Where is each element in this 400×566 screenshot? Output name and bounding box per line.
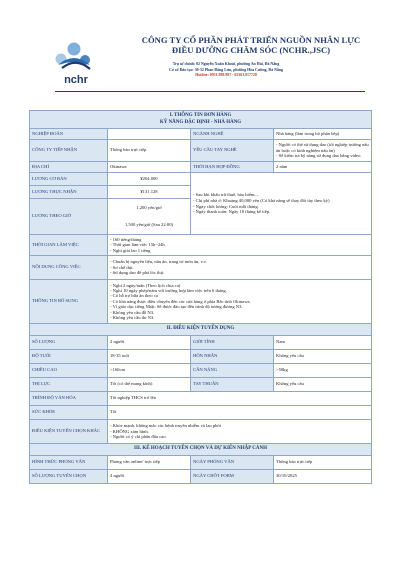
- can-nang-label: CÂN NẶNG: [191, 364, 274, 378]
- ngay-chot-value: 30/10/2025: [274, 470, 372, 484]
- company-name-line2: ĐIỀU DƯỠNG CHĂM SÓC (NCHR.,JSC): [171, 45, 331, 55]
- suc-khoe-value: Tốt: [108, 406, 372, 420]
- gioi-tinh-value: Nam: [274, 336, 372, 350]
- hq-address: Trụ sở chính: 02 Nguyễn Xuân Khoát, phường An Hải, Đà Nẵng: [172, 62, 280, 66]
- thoi-gian-value: - 160 tiếng/tháng - Thời gian làm việc 15h~24h - Nghỉ giải lao 1 tiếng: [108, 235, 372, 256]
- table-row: [30, 129, 372, 140]
- table-row: [30, 392, 372, 406]
- thoi-han-label: THỜI HẠN HỢP ĐỒNG: [191, 162, 274, 173]
- trinh-do-label: TRÌNH ĐỘ VĂN HÓA: [30, 392, 108, 406]
- trinh-do-value: Tốt nghiệp THCS trở lên: [108, 392, 372, 406]
- dieu-kien-value: - Khỏe mạnh, không mắc các bệnh truyền nhiễm và lao phổi - KHÔNG xăm hình. - Người có ý chí phấn đấu cao.: [108, 420, 372, 444]
- table-row: [30, 420, 372, 444]
- table-row: [30, 140, 372, 162]
- ngay-chot-label: NGÀY CHỐT FORM: [191, 470, 274, 484]
- yeu-cau-value: - Người có thể sử dụng dao (tốt nghiệp trường nấu ăn hoặc có kinh nghiệm nấu ăn) - Sẽ kiểm tra kỹ năng sử dụng dao bằng video.: [274, 140, 372, 162]
- hon-nhan-value: Không yêu cầu: [274, 350, 372, 364]
- luong-theo-gio-label: LƯƠNG THEO GIỜ: [30, 199, 108, 235]
- section-3-title: III. KẾ HOẠCH TUYỂN CHỌN VÀ DỰ KIẾN NHẬP CẢNH: [30, 444, 372, 456]
- tay-thuan-label: TAY THUẬN: [191, 378, 274, 392]
- gioi-tinh-label: GIỚI TÍNH: [191, 336, 274, 350]
- luong-thuc-nhan-label: LƯƠNG THỰC NHẬN: [30, 186, 108, 199]
- luong-notes: - Sau khi khấu trừ thuế, bảo hiểm,... - Chi phí nhà ở: Khoảng 40,000 yên (Có khả năng sẽ thay đổi tùy theo kỳ) - Ngày chốt lương: Cuối mỗi tháng. - Ngày thanh toán: Ngày 10 tháng kế tiếp.: [191, 173, 372, 235]
- thoi-han-value: 2 năm: [274, 162, 372, 173]
- thong-tin-label: THÔNG TIN BỔ SUNG: [30, 280, 108, 324]
- so-luong-label: SỐ LƯỢNG: [30, 336, 108, 350]
- ngay-pv-value: Thông báo trực tiếp: [274, 456, 372, 470]
- dieu-kien-label: ĐIỀU KIỆN TUYỂN CHỌN KHÁC: [30, 420, 108, 444]
- cong-ty-value: Thông báo trực tiếp: [108, 140, 191, 162]
- ngay-pv-label: NGÀY PHỎNG VẤN: [191, 456, 274, 470]
- noi-dung-value: - Chuẩn bị nguyên liệu, nấu ăn, trang trí món ăn, v.v. - Sơ chế thịt. - Sử dụng dao để phá lóc thịt.: [108, 256, 372, 280]
- yeu-cau-label: YÊU CẦU TAY NGHỀ: [191, 140, 274, 162]
- nganh-nghe-label: NGÀNH NGHỀ: [191, 129, 274, 140]
- chieu-cao-value: >160cm: [108, 364, 191, 378]
- noi-dung-label: NỘI DUNG CÔNG VIỆC: [30, 256, 108, 280]
- suc-khoe-label: SỨC KHỎE: [30, 406, 108, 420]
- chieu-cao-label: CHIỀU CAO: [30, 364, 108, 378]
- luong-co-ban-value: ¥204.000: [108, 173, 191, 186]
- table-row: [30, 256, 372, 280]
- luong-theo-gio-value: [108, 199, 191, 235]
- table-row: [30, 350, 372, 364]
- nghiep-doan-value: [108, 129, 191, 140]
- nganh-nghe-value: Nhà hàng (làm trong bộ phận bếp): [274, 129, 372, 140]
- section-2-header: [30, 324, 372, 336]
- thoi-gian-label: THỜI GIAN LÀM VIỆC: [30, 235, 108, 256]
- tay-thuan-value: Không yêu cầu: [274, 378, 372, 392]
- training-address: Cơ sở Đào tạo: 30-32 Phan Đăng Lưu, phường Hòa Cường, Đà Nẵng: [169, 67, 283, 72]
- table-row: [30, 456, 372, 470]
- table-row: [30, 470, 372, 484]
- hinh-thuc-value: Phỏng vấn online/ trực tiếp: [108, 456, 191, 470]
- table-row: [30, 162, 372, 173]
- thong-tin-value: - Nghỉ 2 ngày/tuần (Theo lịch chia ca) - Nghỉ 10 ngày phép/năm với trường hợp làm việc trên 6 tháng. - Có hỗ trợ bữa ăn theo ca - Có khả năng được điều chuyển đến các cửa hàng ở phía Bắc tỉnh Okinawa. - Vì giáo dục tiếng Nhật: Sẽ được đào tạo đến trình độ tương đương N3. - Không yêu cầu đỗ N3. - Không yêu cầu thi N3.: [108, 280, 372, 324]
- company-header: [50, 35, 380, 87]
- so-luong-tc-label: SỐ LƯỢNG TUYỂN CHỌN: [30, 470, 108, 484]
- table-row: [30, 336, 372, 350]
- table-row: [30, 378, 372, 392]
- logo-text: nchr: [64, 74, 88, 86]
- luong-theo-gio-value2: 1,500 yên/giờ (Sau 22:00): [124, 221, 174, 227]
- table-row: [30, 235, 372, 256]
- table-row: [30, 406, 372, 420]
- do-tuoi-value: 18-35 tuổi: [108, 350, 191, 364]
- table-row: [30, 173, 372, 186]
- hotline: Hotline: 0931.989.897 - 02363.817728: [195, 73, 257, 78]
- nchr-logo: [50, 35, 102, 87]
- so-luong-value: 2 người: [108, 336, 191, 350]
- table-row: [30, 280, 372, 324]
- section-3-header: [30, 444, 372, 456]
- luong-co-ban-label: LƯƠNG CƠ BẢN: [30, 173, 108, 186]
- hinh-thuc-label: HÌNH THỨC PHỎNG VẤN: [30, 456, 108, 470]
- can-nang-value: >50kg: [274, 364, 372, 378]
- thi-luc-label: THỊ LỰC: [30, 378, 108, 392]
- company-name: [120, 35, 382, 55]
- section-1-subtitle: KỸ NĂNG ĐẶC ĐỊNH - NHÀ HÀNG: [159, 119, 242, 125]
- section-1-header: [30, 111, 372, 129]
- dia-chi-value: Okinawa: [108, 162, 191, 173]
- job-details-table: [29, 110, 372, 484]
- contact-info: [92, 62, 360, 79]
- header-divider: [55, 91, 365, 92]
- cong-ty-label: CÔNG TY TIẾP NHẬN: [30, 140, 108, 162]
- table-row: [30, 364, 372, 378]
- thi-luc-value: Tốt (có thể mang kính): [108, 378, 191, 392]
- do-tuoi-label: ĐỘ TUỔI: [30, 350, 108, 364]
- luong-theo-gio-value1: 1,200 yên/giờ: [136, 205, 162, 211]
- dia-chi-label: ĐỊA CHỈ: [30, 162, 108, 173]
- hon-nhan-label: HÔN NHÂN: [191, 350, 274, 364]
- section-2-title: II. ĐIỀU KIỆN TUYỂN DỤNG: [30, 324, 372, 336]
- so-luong-tc-value: 4 người: [108, 470, 191, 484]
- nghiep-doan-label: NGHIỆP ĐOÀN: [30, 129, 108, 140]
- section-1-title: I. THÔNG TIN ĐƠN HÀNG: [169, 113, 232, 119]
- company-name-line1: CÔNG TY CỔ PHẦN PHÁT TRIỂN NGUỒN NHÂN LỰC: [141, 35, 361, 45]
- luong-thuc-nhan-value: ¥131.128: [108, 186, 191, 199]
